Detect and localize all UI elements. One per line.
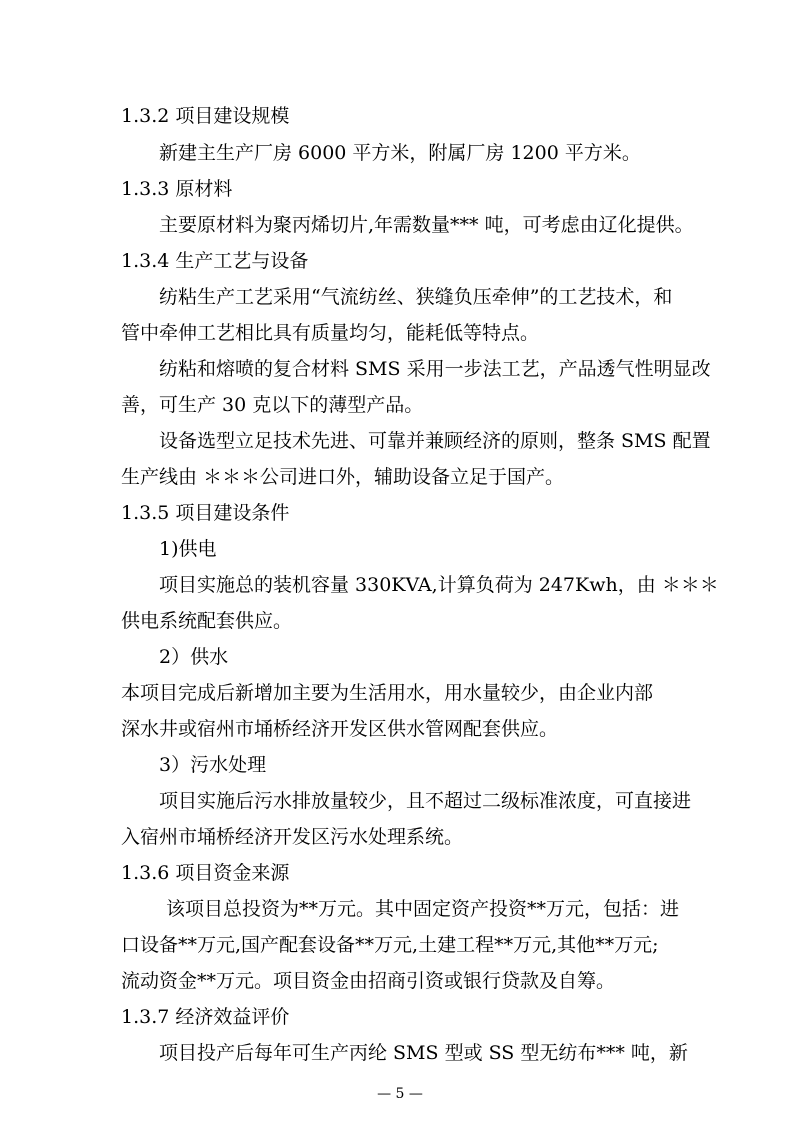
paragraph-line: 供电系统配套供应。 bbox=[121, 610, 293, 632]
list-label-sewage: 3）污水处理 bbox=[159, 754, 267, 776]
paragraph-line: 入宿州市埇桥经济开发区污水处理系统。 bbox=[121, 826, 464, 848]
paragraph-line: 管中牵伸工艺相比具有质量均匀，能耗低等特点。 bbox=[121, 322, 540, 344]
section-heading-1-3-5: 1.3.5 项目建设条件 bbox=[121, 502, 290, 524]
list-label-water: 2）供水 bbox=[159, 646, 229, 668]
paragraph-line: 口设备**万元,国产配套设备**万元,土建工程**万元,其他**万元; bbox=[121, 934, 659, 956]
paragraph-line: 生产线由 ＊＊＊公司进口外，辅助设备立足于国产。 bbox=[121, 466, 565, 488]
paragraph-line: 善，可生产 30 克以下的薄型产品。 bbox=[121, 394, 424, 416]
paragraph-line: 纺粘和熔喷的复合材料 SMS 采用一步法工艺，产品透气性明显改 bbox=[159, 358, 711, 380]
paragraph-line: 主要原材料为聚丙烯切片,年需数量*** 吨，可考虑由辽化提供。 bbox=[159, 214, 694, 236]
paragraph-line: 项目实施后污水排放量较少，且不超过二级标准浓度，可直接进 bbox=[159, 790, 692, 812]
section-heading-1-3-7: 1.3.7 经济效益评价 bbox=[121, 1006, 290, 1028]
list-label-power: 1)供电 bbox=[159, 538, 217, 560]
paragraph-line: 新建主生产厂房 6000 平方米，附属厂房 1200 平方米。 bbox=[159, 142, 641, 164]
section-heading-1-3-6: 1.3.6 项目资金来源 bbox=[121, 862, 290, 884]
paragraph-line: 纺粘生产工艺采用“气流纺丝、狭缝负压牵伸”的工艺技术，和 bbox=[159, 286, 673, 308]
section-heading-1-3-4: 1.3.4 生产工艺与设备 bbox=[121, 250, 309, 272]
paragraph-line: 设备选型立足技术先进、可靠并兼顾经济的原则，整条 SMS 配置 bbox=[159, 430, 711, 452]
paragraph-line: 本项目完成后新增加主要为生活用水，用水量较少，由企业内部 bbox=[121, 682, 654, 704]
page-number: — 5 — bbox=[377, 1086, 423, 1102]
paragraph-line: 深水井或宿州市埇桥经济开发区供水管网配套供应。 bbox=[121, 718, 559, 740]
paragraph-line: 该项目总投资为**万元。其中固定资产投资**万元，包括：进 bbox=[166, 898, 680, 920]
paragraph-line: 流动资金**万元。项目资金由招商引资或银行贷款及自筹。 bbox=[121, 970, 616, 992]
paragraph-line: 项目投产后每年可生产丙纶 SMS 型或 SS 型无纺布*** 吨，新 bbox=[159, 1042, 688, 1064]
section-heading-1-3-3: 1.3.3 原材料 bbox=[121, 178, 233, 200]
section-heading-1-3-2: 1.3.2 项目建设规模 bbox=[121, 105, 290, 127]
paragraph-line: 项目实施总的装机容量 330KVA,计算负荷为 247Kwh，由 ＊＊＊ bbox=[159, 574, 719, 596]
